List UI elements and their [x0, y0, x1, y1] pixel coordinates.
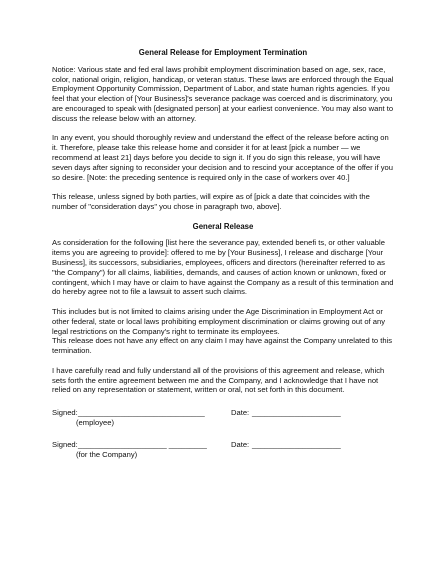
section-heading: General Release: [192, 221, 254, 231]
employee-signature-block: [52, 408, 394, 428]
consideration-paragraph: As consideration for the following [list here the severance pay, extended benefi ts, or other valuable items you are agreeing to provide]: offered to me by [Your Business], I release and discharge [Your Business], its successors, subsidiaries, employees, officers and directors (hereinafter referred to as "the Company") for all claims, liabilities, demands, and causes of action known or unknown, fixed or contingent, which I may have or claim to have against the Company as a result of this termination and do hereby agree not to file a lawsuit to assert such claims.: [52, 238, 394, 297]
employee-signature-row: [52, 408, 394, 418]
date-label: Date:: [231, 440, 250, 450]
company-date-line[interactable]: _____________________: [252, 440, 341, 450]
company-signature-line[interactable]: _____________________ _________: [78, 440, 207, 450]
date-label: Date:: [231, 408, 250, 418]
acknowledgement-paragraph: I have carefully read and fully understand all of the provisions of this agreement and release, which sets forth the entire agreement between me and the Company, and I acknowledge that I have not relied on any representation or statement, written or oral, not set forth in this document.: [52, 365, 385, 395]
company-signature-block: [52, 440, 394, 460]
expiration-paragraph: This release, unless signed by both parties, will expire as of [pick a date that coincides with the number of "consideration days" you chose in paragraph two, above].: [52, 192, 370, 211]
notice-paragraph: Notice: Various state and fed eral laws prohibit employment discrimination based on age, sex, race, color, national origin, religion, handicap, or veteran status. These laws are enforced through the Equal Employment Opportunity Commission, Department of Labor, and state human rights agencies. If you feel that your election of [Your Business]'s severance package was coerced and is discriminatory, you are encouraged to speak with [designated person] at your earliest convenience. You may also want to discuss the release below with an attorney.: [52, 64, 394, 123]
document-body: [52, 48, 394, 460]
claims-scope-paragraph: This includes but is not limited to claims arising under the Age Discrimination in Employment Act or other federal, state or local laws prohibiting employment discrimination or claims growing out of any legal restrictions on the Company's right to terminate its employees. This release does not have any effect on any claim I may have against the Company unrelated to this termination.: [52, 306, 393, 356]
signed-label: Signed:: [52, 440, 78, 450]
review-paragraph: In any event, you should thoroughly review and understand the effect of the release before acting on it. Therefore, please take this release home and consider it for at least [pick a number — we recommend at least 21] days before you decide to sign it. If you do sign this release, you will have seven days after signing to reconsider your decision and to rescind your acceptance of the offer if you so desire. [Note: the preceding sentence is required only in the case of workers over 40.]: [52, 133, 393, 182]
company-signature-row: [52, 440, 394, 450]
employee-date-line[interactable]: _____________________: [252, 408, 341, 418]
company-caption: (for the Company): [76, 450, 138, 460]
employee-signature-line[interactable]: ______________________________: [78, 408, 205, 418]
signed-label: Signed:: [52, 408, 78, 418]
document-title: General Release for Employment Termination: [138, 48, 308, 57]
employee-caption: (employee): [76, 418, 114, 428]
